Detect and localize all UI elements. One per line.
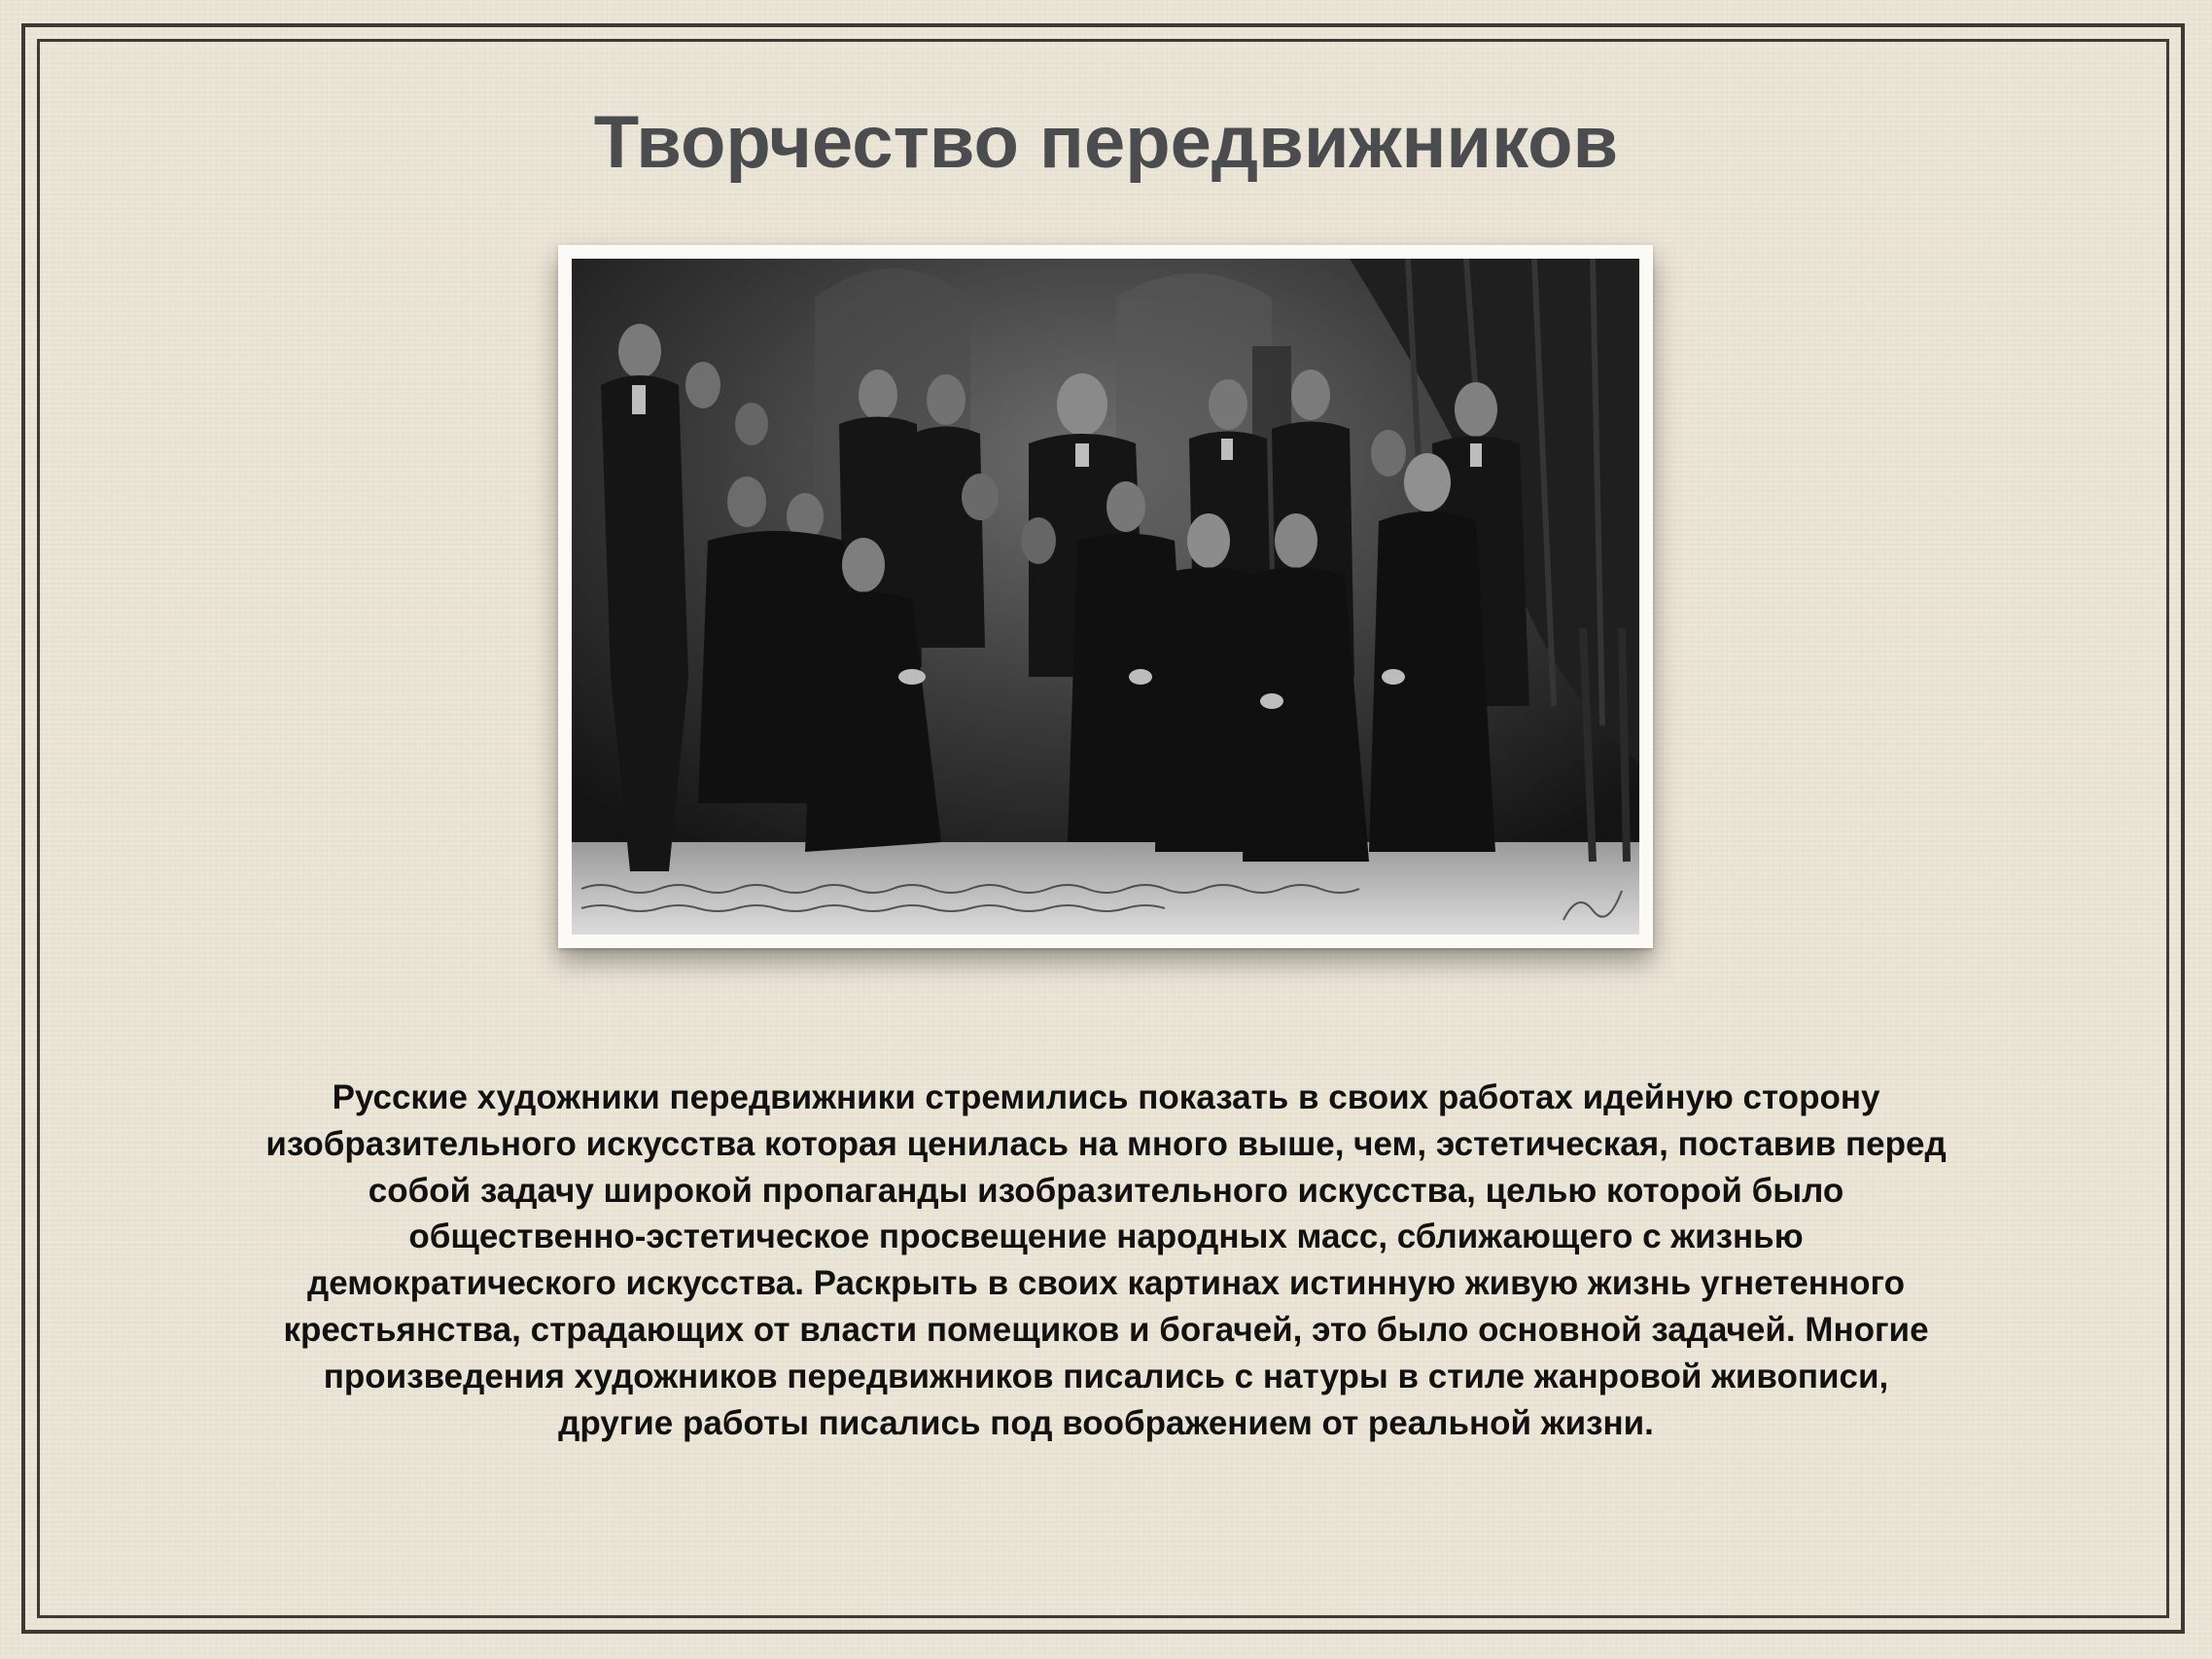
slide-body-text: Русские художники передвижники стремились показать в своих работах идейную сторону изобразительного искусства которая ценилась на много выше, чем, эстетическая, поставив перед собой задачу широкой пропаганды изобразительного искусства, целью которой было общественно-эстетическое просвещение народных масс, сближающего с жизнью демократического искусства. Раскрыть в своих картинах истинную живую жизнь угнетенного крестьянства, страдающих от власти помещиков и богачей, это было основной задачей. Многие произведения художников передвижников писались с натуры в стиле жанровой живописи, другие работы писались под воображением от реальной жизни.	[265, 1078, 1947, 1442]
group-photo-frame	[558, 245, 1653, 948]
slide-title: Творчество передвижников	[593, 101, 1619, 184]
group-portrait-photo-icon	[572, 259, 1639, 935]
